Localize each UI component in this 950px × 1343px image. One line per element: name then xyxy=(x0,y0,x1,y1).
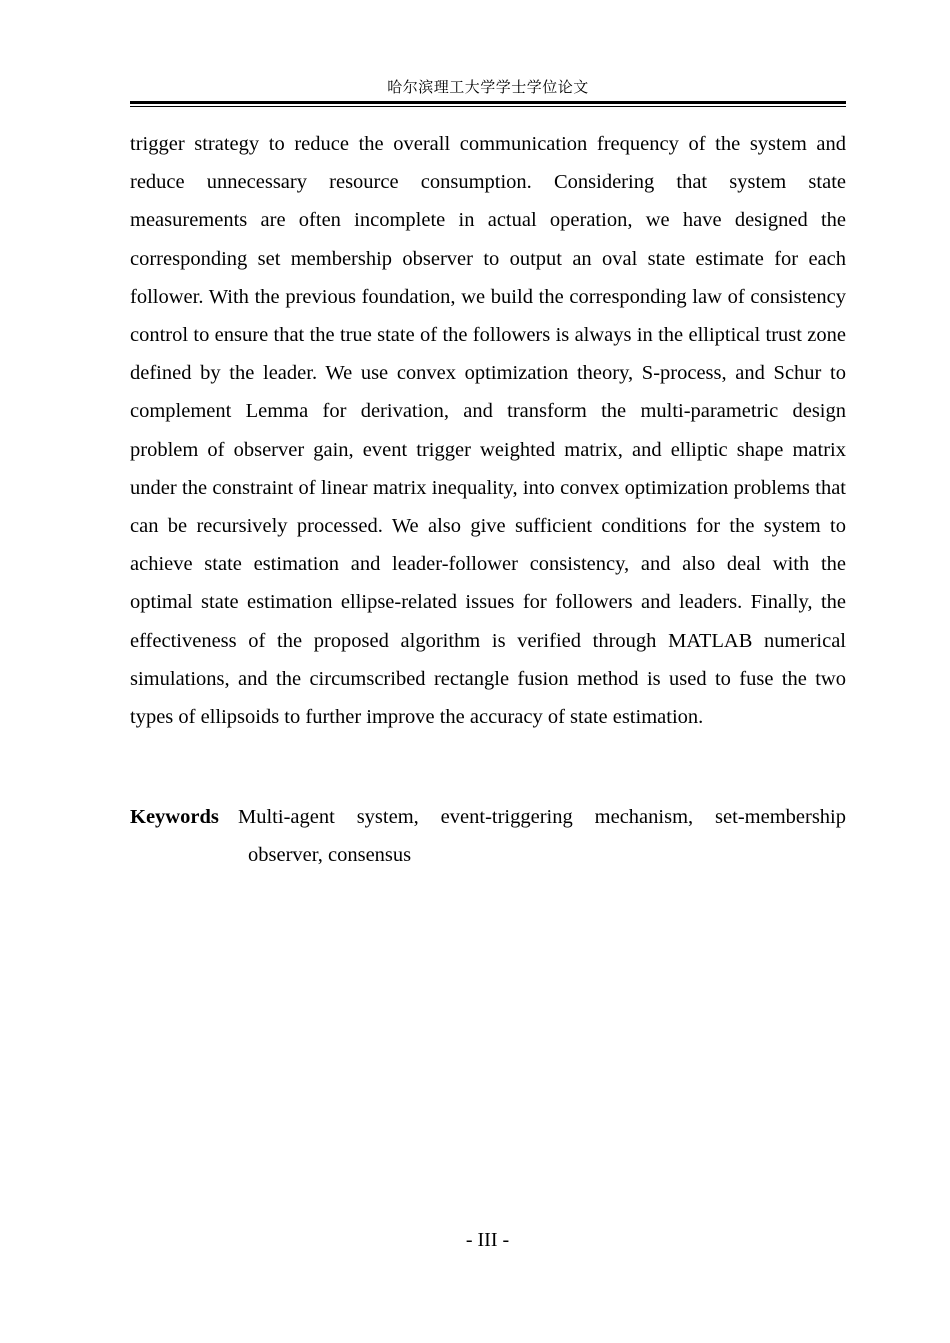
keywords-text: Multi-agent system, event-triggering mechanism, set-membership observer, consensus xyxy=(238,806,846,866)
page-header-title: 哈尔滨理工大学学士学位论文 xyxy=(387,80,589,96)
keywords-block xyxy=(130,798,846,874)
page-number: - III - xyxy=(465,1229,510,1251)
header-rule-thick xyxy=(130,101,846,104)
header-rule-thin xyxy=(130,106,846,107)
keywords-label: Keywords xyxy=(130,806,219,828)
abstract-paragraph: trigger strategy to reduce the overall communication frequency of the system and reduce unnecessary resource consumption. Considering that system state measurements are often incomplete in actual operation, we have designed the corresponding set membership observer to output an oval state estimate for each follower. With the previous foundation, we build the corresponding law of consistency control to ensure that the true state of the followers is always in the elliptical trust zone defined by the leader. We use convex optimization theory, S-process, and Schur to complement Lemma for derivation, and transform the multi-parametric design problem of observer gain, event trigger weighted matrix, and elliptic shape matrix under the constraint of linear matrix inequality, into convex optimization problems that can be recursively processed. We also give sufficient conditions for the system to achieve state estimation and leader-follower consistency, and also deal with the optimal state estimation ellipse-related issues for followers and leaders. Finally, the effectiveness of the proposed algorithm is verified through MATLAB numerical simulations, and the circumscribed rectangle fusion method is used to fuse the two types of ellipsoids to further improve the accuracy of state estimation. xyxy=(130,133,846,729)
